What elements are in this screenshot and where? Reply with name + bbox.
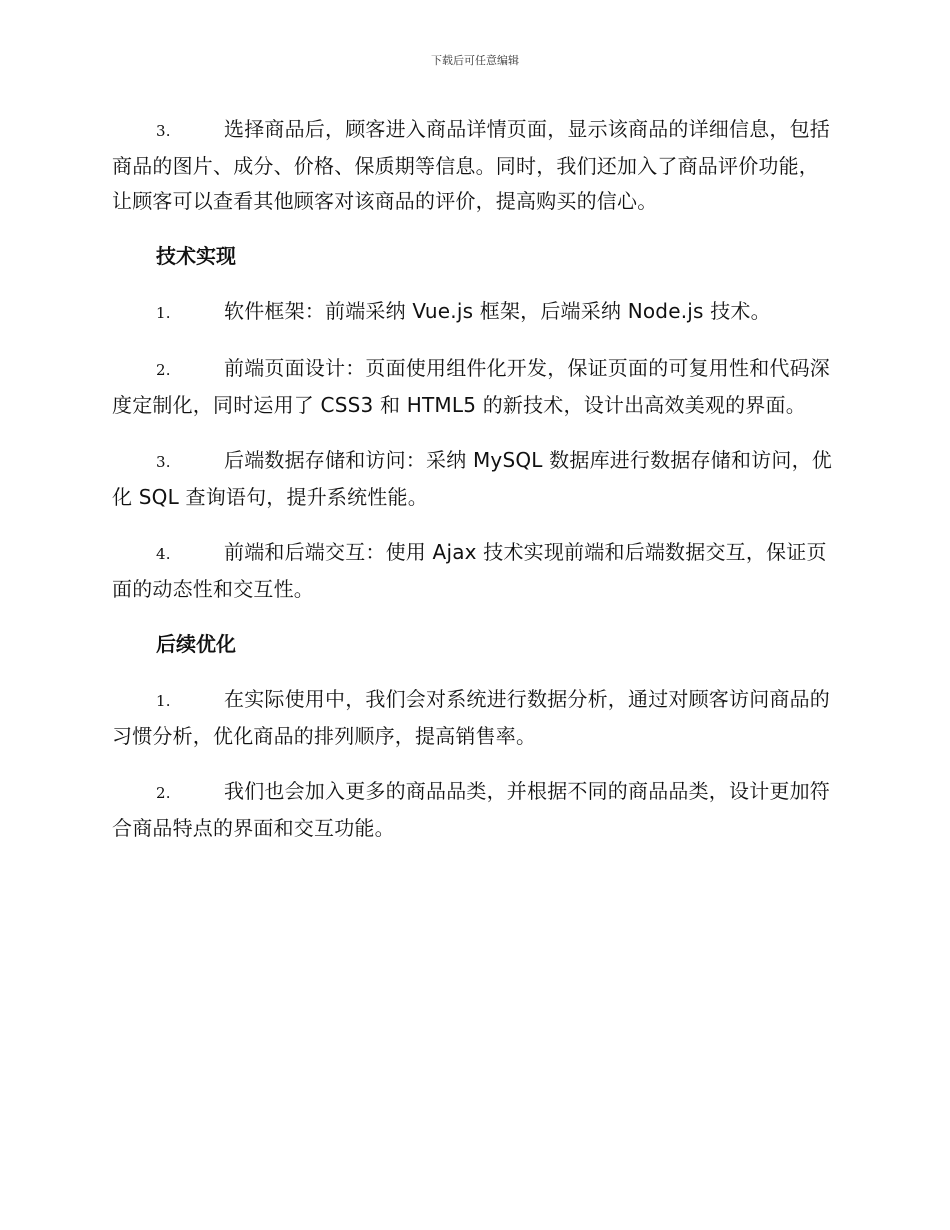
list-item — [112, 443, 834, 515]
paragraph-text: 在实际使用中，我们会对系统进行数据分析，通过对顾客访问商品的习惯分析，优化商品的排列顺序，提高销售率。 — [112, 687, 830, 748]
page-header: 下载后可任意编辑 — [431, 54, 519, 67]
list-number: 2. — [156, 784, 171, 802]
paragraph-product-detail — [112, 112, 834, 219]
list-item — [112, 682, 834, 754]
list-item — [112, 351, 834, 423]
list-item — [112, 535, 834, 607]
document-body — [112, 112, 834, 866]
list-number: 1. — [156, 304, 171, 322]
paragraph-text: 软件框架：前端采纳 Vue.js 框架，后端采纳 Node.js 技术。 — [224, 299, 771, 323]
list-item — [112, 774, 834, 846]
paragraph-text: 前端和后端交互：使用 Ajax 技术实现前端和后端数据交互，保证页面的动态性和交互性。 — [112, 540, 827, 601]
list-number: 2. — [156, 361, 171, 379]
list-number: 4. — [156, 545, 171, 563]
paragraph-text: 前端页面设计：页面使用组件化开发，保证页面的可复用性和代码深度定制化，同时运用了 CSS3 和 HTML5 的新技术，设计出高效美观的界面。 — [112, 356, 830, 417]
section-heading-optimization: 后续优化 — [156, 632, 236, 656]
list-item — [112, 294, 834, 331]
paragraph-text: 后端数据存储和访问：采纳 MySQL 数据库进行数据存储和访问，优化 SQL 查询语句，提升系统性能。 — [112, 448, 832, 509]
section-heading-tech: 技术实现 — [156, 244, 236, 268]
paragraph-text: 选择商品后，顾客进入商品详情页面，显示该商品的详细信息，包括商品的图片、成分、价格、保质期等信息。同时，我们还加入了商品评价功能，让顾客可以查看其他顾客对该商品的评价，提高购买的信心。 — [112, 117, 830, 213]
paragraph-text: 我们也会加入更多的商品品类，并根据不同的商品品类，设计更加符合商品特点的界面和交互功能。 — [112, 779, 830, 840]
list-number: 3. — [156, 122, 171, 140]
list-number: 1. — [156, 692, 171, 710]
list-number: 3. — [156, 453, 171, 471]
